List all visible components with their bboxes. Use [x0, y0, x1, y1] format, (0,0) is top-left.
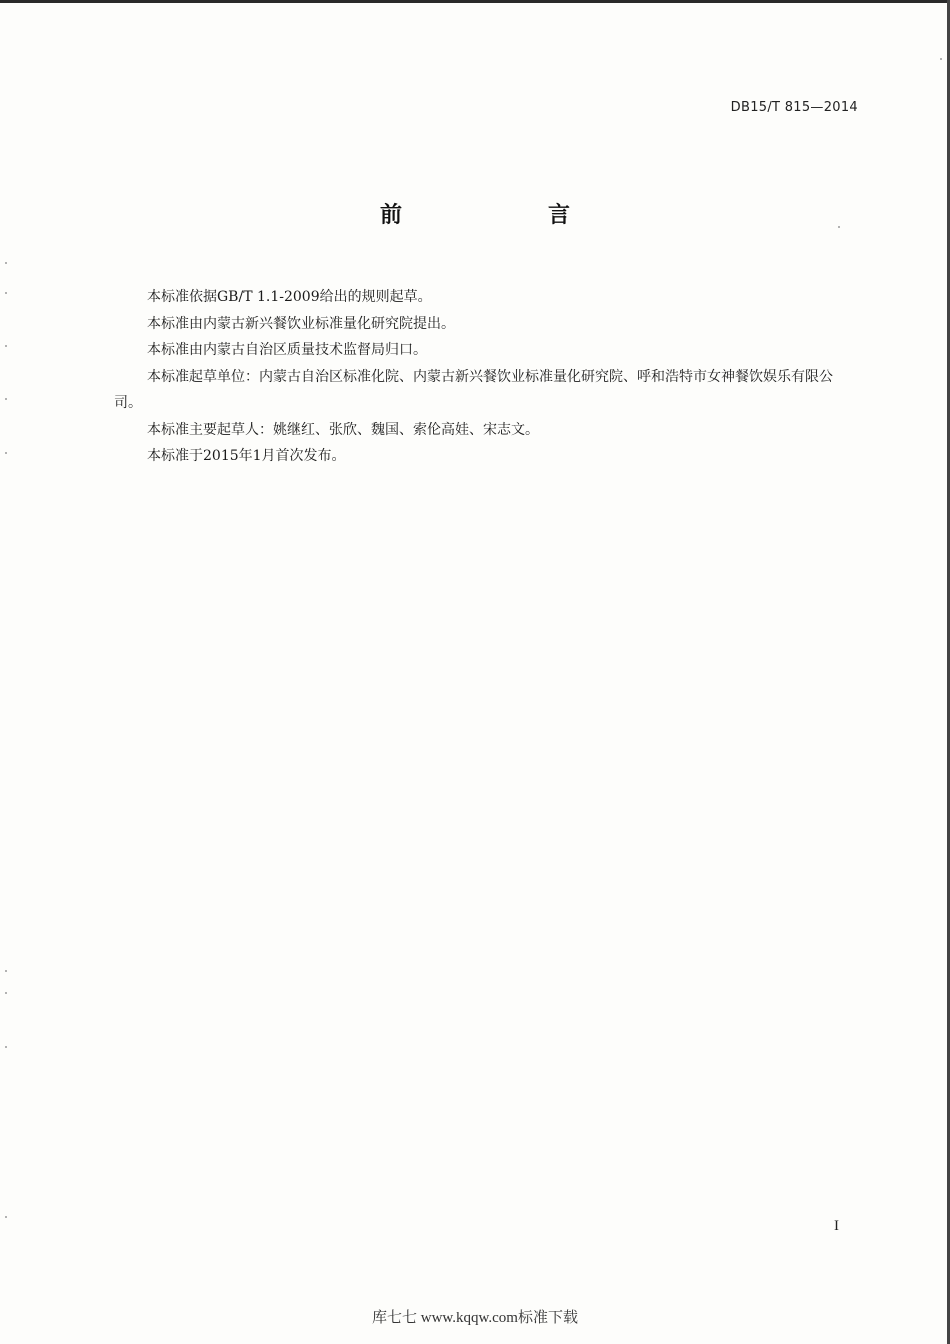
scan-speck [5, 262, 7, 264]
paragraph-release-date: 本标准于2015年1月首次发布。 [147, 448, 346, 464]
scan-speck [838, 226, 840, 228]
paragraph-proposer: 本标准由内蒙古新兴餐饮业标准量化研究院提出。 [147, 315, 455, 332]
scan-speck [5, 970, 7, 972]
scan-speck [5, 1046, 7, 1048]
paragraph-administrator: 本标准由内蒙古自治区质量技术监督局归口。 [147, 342, 427, 358]
scan-speck [5, 452, 7, 454]
scan-speck [5, 345, 7, 347]
scan-speck [5, 992, 7, 994]
page-title: 前 言 [379, 203, 632, 228]
scan-speck [5, 398, 7, 400]
paragraph-drafting-units: 本标准起草单位：内蒙古自治区标准化院、内蒙古新兴餐饮业标准量化研究院、呼和浩特市女神餐饮娱乐有限公司。 [114, 368, 833, 411]
foreword-body [114, 284, 858, 470]
paragraph-drafters: 本标准主要起草人：姚继红、张欣、魏国、索伦高娃、宋志文。 [147, 421, 539, 438]
scan-top-edge [0, 0, 950, 3]
page-number: I [834, 1218, 839, 1234]
footer-watermark: 库七七 www.kqqw.com标准下载 [372, 1310, 578, 1326]
scan-speck [940, 58, 942, 60]
scan-speck [5, 292, 7, 294]
paragraph-drafting-rules: 本标准依据GB/T 1.1-2009给出的规则起草。 [147, 289, 432, 305]
scan-speck [5, 1216, 7, 1218]
standard-code: DB15/T 815—2014 [730, 100, 858, 115]
